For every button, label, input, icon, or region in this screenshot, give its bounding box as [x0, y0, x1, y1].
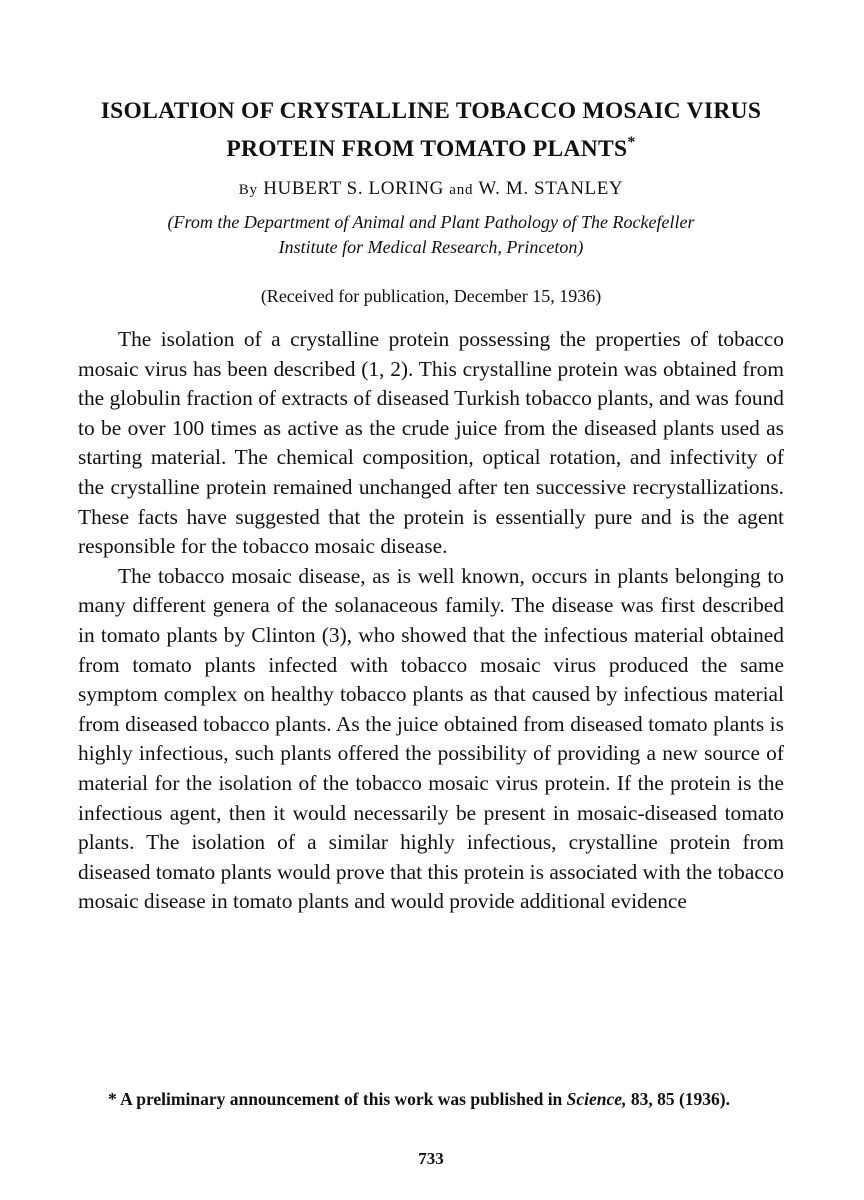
title-line-1: ISOLATION OF CRYSTALLINE TOBACCO MOSAIC VIRUS [100, 98, 762, 124]
journal-page [78, 0, 784, 1200]
footnote-text: A preliminary announcement of this work was published in [120, 1089, 563, 1109]
title-line-2-text: PROTEIN FROM TOMATO PLANTS [226, 135, 628, 162]
title-line-2 [78, 127, 784, 165]
footnote [78, 1088, 784, 1111]
paragraph-1: The isolation of a crystalline protein possessing the properties of tobacco mosaic virus has been described (1, 2). This crystalline protein was obtained from the globulin fraction of extracts of diseased Turkish tobacco plants, and was found to be over 100 times as active as the crude juice from the diseased plants used as starting material. The chemical composition, optical rotation, and infectivity of the crystalline protein remained unchanged after ten successive recrystallizations. These facts have suggested that the protein is essentially pure and is the agent responsible for the tobacco mosaic disease. [78, 327, 784, 559]
paragraph-2: The tobacco mosaic disease, as is well known, occurs in plants belonging to many different genera of the solanaceous family. The disease was first described in tomato plants by Clinton (3), who showed that the infectious material obtained from tomato plants infected with tobacco mosaic virus produced the same symptom complex on healthy tobacco plants as that caused by infectious material from diseased tobacco plants. As the juice obtained from diseased tomato plants is highly infectious, such plants offered the possibility of providing a new source of material for the isolation of the tobacco mosaic virus protein. If the protein is the infectious agent, then it would necessarily be present in mosaic-diseased tomato plants. The isolation of a similar highly infectious, crystalline protein from diseased tomato plants would prove that this protein is associated with the tobacco mosaic disease in tomato plants and would provide additional evidence [78, 563, 784, 914]
affiliation [78, 210, 784, 260]
affiliation-line-1: (From the Department of Animal and Plant Pathology of The Rockefeller [167, 212, 695, 232]
author-line [78, 177, 784, 202]
footnote-citation: 85 (1936). [657, 1089, 730, 1109]
by-label: By [238, 182, 258, 198]
title-footnote-marker: * [627, 134, 636, 151]
article-title [78, 96, 784, 165]
author-2: W. M. STANLEY [478, 178, 624, 199]
article-body [78, 325, 784, 917]
footnote-journal: Science, [566, 1089, 627, 1109]
page-number: 733 [418, 1149, 444, 1168]
footnote-volume: 83, [630, 1089, 653, 1109]
and-label: and [449, 182, 474, 198]
footnote-marker: * [108, 1089, 117, 1109]
author-1: HUBERT S. LORING [263, 178, 444, 199]
received-date: (Received for publication, December 15, 1936) [260, 286, 602, 306]
affiliation-line-2: Institute for Medical Research, Princeton) [278, 237, 584, 257]
